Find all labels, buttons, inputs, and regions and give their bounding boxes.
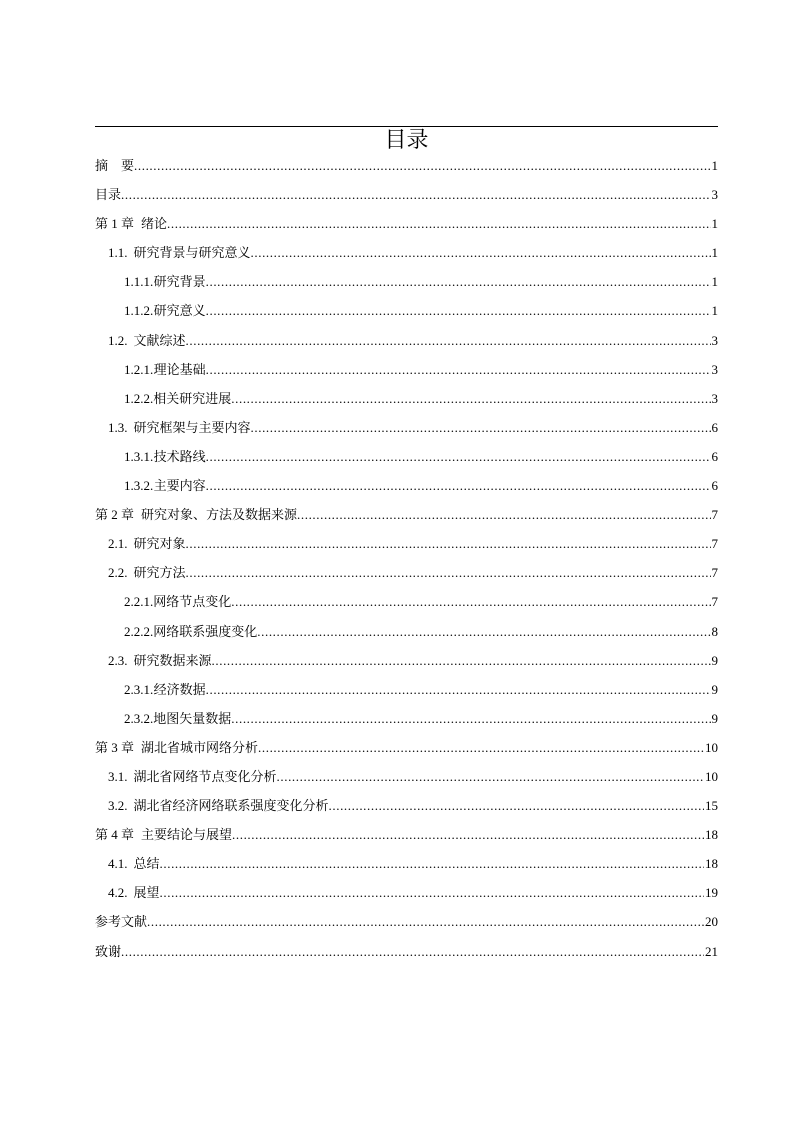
toc-entry-page: 15 <box>705 798 718 814</box>
toc-entry-page: 21 <box>705 943 718 959</box>
toc-leader-dots <box>206 296 711 325</box>
toc-leader-dots <box>277 762 704 791</box>
toc-entry-page: 9 <box>711 710 718 726</box>
toc-entry-page: 1 <box>711 274 718 290</box>
toc-leader-dots <box>121 180 710 209</box>
toc-entry[interactable] <box>95 151 718 180</box>
toc-entry-text: 研究框架与主要内容 <box>133 419 251 435</box>
toc-entry-page: 18 <box>705 856 718 872</box>
toc-entry[interactable] <box>95 442 718 471</box>
toc-leader-dots <box>297 500 710 529</box>
toc-entry-page: 19 <box>705 885 718 901</box>
toc-leader-dots <box>160 878 704 907</box>
toc-entry-number: 3.1. <box>108 768 128 784</box>
toc-entry-page: 7 <box>711 536 718 552</box>
toc-entry[interactable] <box>95 267 718 296</box>
toc-entry-number: 第 4 章 <box>95 827 135 843</box>
toc-entry[interactable] <box>95 180 718 209</box>
toc-entry[interactable] <box>95 646 718 675</box>
toc-entry-number: 4.2. <box>108 885 128 901</box>
toc-entry[interactable] <box>95 413 718 442</box>
toc-entry-page: 6 <box>711 448 718 464</box>
toc-entry[interactable] <box>95 355 718 384</box>
toc-leader-dots <box>251 413 711 442</box>
toc-entry-text: 主要结论与展望 <box>141 827 233 843</box>
toc-entry-text: 展望 <box>133 885 160 901</box>
toc-entry-text: 研究对象 <box>133 536 186 552</box>
toc-entry-page: 7 <box>711 565 718 581</box>
toc-entry[interactable] <box>95 791 718 820</box>
toc-entry-text: 相关研究进展 <box>153 390 232 406</box>
toc-entry-text: 研究背景 <box>153 274 206 290</box>
toc-leader-dots <box>251 238 711 267</box>
toc-leader-dots <box>147 907 704 936</box>
toc-leader-dots <box>206 355 711 384</box>
toc-entry-text: 研究意义 <box>153 303 206 319</box>
toc-entry-page: 20 <box>705 914 718 930</box>
toc-entry-text: 地图矢量数据 <box>153 710 232 726</box>
toc-entry-text: 湖北省网络节点变化分析 <box>133 768 277 784</box>
toc-entry[interactable] <box>95 238 718 267</box>
toc-entry-number: 2.3.1. <box>124 681 154 697</box>
toc-entry-number: 1.2.1. <box>124 361 154 377</box>
toc-entry-page: 8 <box>711 623 718 639</box>
toc-entry-number: 第 3 章 <box>95 739 135 755</box>
toc-entry-number: 2.3. <box>108 652 128 668</box>
toc-leader-dots <box>206 442 711 471</box>
toc-leader-dots <box>186 558 711 587</box>
toc-leader-dots <box>121 937 704 966</box>
toc-entry[interactable] <box>95 558 718 587</box>
toc-entry[interactable] <box>95 937 718 966</box>
toc-leader-dots <box>231 587 710 616</box>
toc-entry-number: 1.2. <box>108 332 128 348</box>
toc-leader-dots <box>212 646 711 675</box>
toc-entry-page: 1 <box>711 245 718 261</box>
toc-leader-dots <box>231 384 710 413</box>
toc-entry-page: 6 <box>711 419 718 435</box>
toc-entry-number: 1.3. <box>108 419 128 435</box>
toc-entry-page: 3 <box>711 390 718 406</box>
toc-entry[interactable] <box>95 500 718 529</box>
toc-entry-page: 9 <box>711 681 718 697</box>
toc-entry-page: 10 <box>705 739 718 755</box>
toc-entry-page: 9 <box>711 652 718 668</box>
toc-entry[interactable] <box>95 704 718 733</box>
toc-entry-text: 参考文献 <box>95 914 148 930</box>
toc-entry-page: 10 <box>705 768 718 784</box>
toc-entry-text: 总结 <box>133 856 160 872</box>
toc-leader-dots <box>206 471 711 500</box>
toc-entry-page: 3 <box>711 332 718 348</box>
toc-entry[interactable] <box>95 296 718 325</box>
toc-entry-text: 技术路线 <box>153 448 206 464</box>
toc-entry-page: 18 <box>705 827 718 843</box>
toc-entry-text: 湖北省经济网络联系强度变化分析 <box>133 798 329 814</box>
toc-entry-number: 1.1.1. <box>124 274 154 290</box>
toc-leader-dots <box>258 733 704 762</box>
toc-entry-text: 致谢 <box>95 943 122 959</box>
toc-entry-text: 理论基础 <box>153 361 206 377</box>
toc-entry[interactable] <box>95 762 718 791</box>
toc-entry-number: 第 2 章 <box>95 507 135 523</box>
toc-entry-text: 经济数据 <box>153 681 206 697</box>
toc-entry-number: 1.1. <box>108 245 128 261</box>
toc-entry-page: 1 <box>711 303 718 319</box>
toc-entry-number: 3.2. <box>108 798 128 814</box>
toc-entry-text: 研究对象、方法及数据来源 <box>141 507 298 523</box>
toc-leader-dots <box>206 675 711 704</box>
toc-entry[interactable] <box>95 878 718 907</box>
toc-entry-text: 网络联系强度变化 <box>153 623 258 639</box>
toc-entry[interactable] <box>95 471 718 500</box>
toc-leader-dots <box>160 849 704 878</box>
toc-entry-text: 目录 <box>95 187 122 203</box>
toc-entry-text: 研究数据来源 <box>133 652 212 668</box>
toc-leader-dots <box>206 267 711 296</box>
toc-entry-number: 1.3.1. <box>124 448 154 464</box>
toc-entry[interactable] <box>95 384 718 413</box>
toc-entry-number: 2.2.1. <box>124 594 154 610</box>
toc-leader-dots <box>231 704 710 733</box>
toc-title: 目录 <box>384 128 429 153</box>
toc-entry-number: 第 1 章 <box>95 216 135 232</box>
toc-entry-number: 2.1. <box>108 536 128 552</box>
toc-entry-number: 1.1.2. <box>124 303 154 319</box>
toc-entry-text: 研究方法 <box>133 565 186 581</box>
toc-entry[interactable] <box>95 617 718 646</box>
toc-entry[interactable] <box>95 820 718 849</box>
toc-entry[interactable] <box>95 326 718 355</box>
toc-leader-dots <box>232 820 704 849</box>
toc-entry-page: 7 <box>711 594 718 610</box>
toc-leader-dots <box>257 617 710 646</box>
toc-entry-page: 3 <box>711 187 718 203</box>
toc-entry-text: 主要内容 <box>153 478 206 494</box>
toc-entry-text: 湖北省城市网络分析 <box>141 739 259 755</box>
toc-entry-text: 研究背景与研究意义 <box>133 245 251 261</box>
toc-leader-dots <box>167 209 710 238</box>
toc-leader-dots <box>186 529 711 558</box>
toc-leader-dots <box>329 791 704 820</box>
toc-entry-text: 网络节点变化 <box>153 594 232 610</box>
toc-entry-page: 1 <box>711 216 718 232</box>
toc-entry[interactable] <box>95 587 718 616</box>
toc-entry-text: 摘 要 <box>95 158 135 173</box>
toc-entry[interactable] <box>95 907 718 936</box>
toc-entry-page: 6 <box>711 478 718 494</box>
toc-entry-number: 4.1. <box>108 856 128 872</box>
toc-leader-dots <box>134 151 710 180</box>
toc-entry-text: 绪论 <box>141 216 168 232</box>
toc-entry-number: 1.3.2. <box>124 478 154 494</box>
toc-entry[interactable] <box>95 849 718 878</box>
toc-entry-number: 2.2.2. <box>124 623 154 639</box>
toc-entry-page: 1 <box>711 158 718 173</box>
toc-entry-number: 2.3.2. <box>124 710 154 726</box>
toc-entry-page: 7 <box>711 507 718 523</box>
toc-entry-number: 2.2. <box>108 565 128 581</box>
toc-entry-page: 3 <box>711 361 718 377</box>
toc-entry[interactable] <box>95 733 718 762</box>
toc-entry[interactable] <box>95 529 718 558</box>
toc-entry-number: 1.2.2. <box>124 390 154 406</box>
toc-entry-text: 文献综述 <box>133 332 186 348</box>
toc-list <box>95 151 718 966</box>
toc-entry[interactable] <box>95 209 718 238</box>
toc-entry[interactable] <box>95 675 718 704</box>
toc-leader-dots <box>186 326 711 355</box>
